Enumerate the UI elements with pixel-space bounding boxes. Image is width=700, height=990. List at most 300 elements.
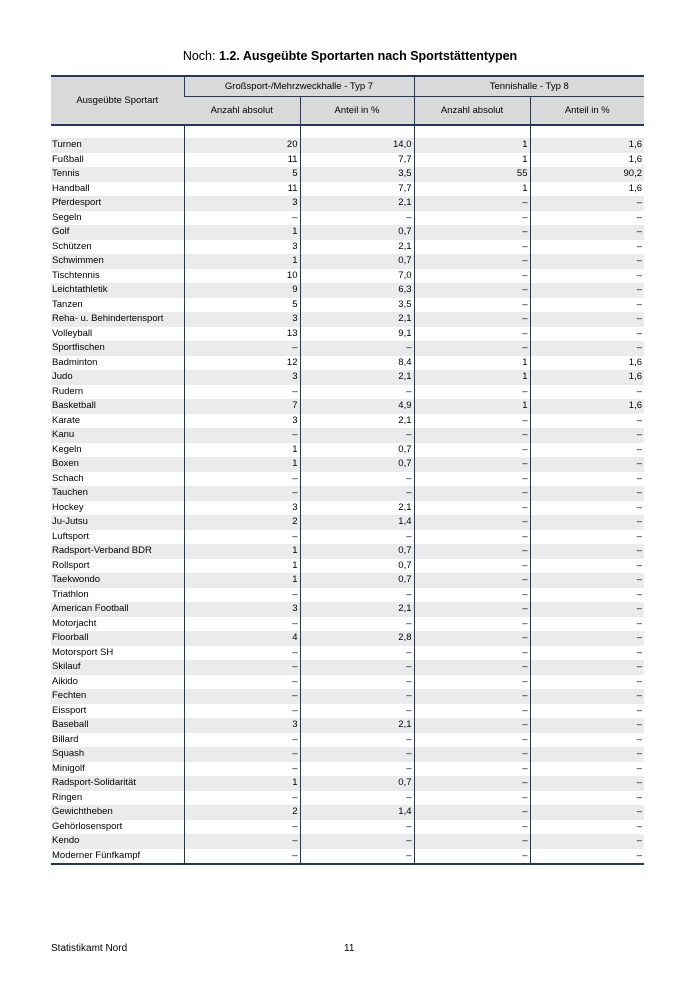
cell-abs-typ8: – (414, 820, 530, 835)
cell-pct-typ8: – (530, 414, 644, 429)
cell-abs-typ7: 1 (184, 225, 300, 240)
cell-abs-typ7: – (184, 617, 300, 632)
cell-abs-typ7: – (184, 660, 300, 675)
cell-abs-typ7: 3 (184, 240, 300, 255)
cell-pct-typ8: – (530, 631, 644, 646)
cell-pct-typ8: – (530, 849, 644, 865)
cell-abs-typ7: 3 (184, 370, 300, 385)
cell-abs-typ8: 1 (414, 370, 530, 385)
cell-pct-typ7: 8,4 (300, 356, 414, 371)
cell-pct-typ7: 14,0 (300, 138, 414, 153)
cell-abs-typ8: 1 (414, 153, 530, 168)
table-row (51, 414, 644, 429)
cell-pct-typ7: 2,1 (300, 312, 414, 327)
cell-pct-typ8: – (530, 312, 644, 327)
cell-pct-typ7: – (300, 341, 414, 356)
table-row (51, 704, 644, 719)
cell-abs-typ8: – (414, 559, 530, 574)
page-number: 11 (344, 943, 355, 954)
cell-pct-typ8: – (530, 660, 644, 675)
table-row (51, 515, 644, 530)
header-pct-typ8: Anteil in % (530, 97, 644, 126)
cell-pct-typ8: – (530, 501, 644, 516)
cell-pct-typ8: – (530, 704, 644, 719)
cell-abs-typ7: 3 (184, 602, 300, 617)
cell-sport: Judo (51, 370, 184, 385)
cell-sport: Schach (52, 472, 84, 484)
cell-pct-typ7: – (300, 486, 414, 501)
cell-abs-typ7: 13 (184, 327, 300, 342)
cell-pct-typ8: – (530, 225, 644, 240)
cell-abs-typ7: 12 (184, 356, 300, 371)
cell-pct-typ7: – (300, 472, 414, 487)
cell-pct-typ8: – (530, 776, 644, 791)
cell-abs-typ8: 1 (414, 399, 530, 414)
cell-pct-typ7: – (300, 675, 414, 690)
cell-pct-typ8: – (530, 834, 644, 849)
cell-pct-typ8: – (530, 791, 644, 806)
cell-sport: Aikido (52, 675, 78, 687)
cell-sport: Motorsport SH (52, 646, 114, 658)
header-group-typ8: Tennishalle - Typ 8 (414, 76, 644, 97)
cell-pct-typ8: 1,6 (530, 356, 644, 371)
cell-sport: Kanu (51, 428, 184, 443)
cell-pct-typ7: 9,1 (300, 327, 414, 342)
table-row (51, 399, 644, 414)
cell-abs-typ7: 3 (184, 312, 300, 327)
table-row (51, 689, 644, 704)
cell-sport: Baseball (51, 718, 184, 733)
cell-abs-typ8: – (414, 515, 530, 530)
cell-abs-typ8: – (414, 660, 530, 675)
cell-sport: Tanzen (52, 298, 83, 310)
cell-abs-typ7: 20 (184, 138, 300, 153)
table-row (51, 646, 644, 661)
table-row (51, 544, 644, 559)
cell-abs-typ7: – (184, 428, 300, 443)
table-row (51, 283, 644, 298)
cell-abs-typ7: – (184, 733, 300, 748)
cell-sport: Triathlon (52, 588, 89, 600)
cell-pct-typ7: – (300, 689, 414, 704)
cell-sport: Volleyball (52, 327, 93, 339)
cell-pct-typ7: 2,1 (300, 196, 414, 211)
header-sport: Ausgeübte Sportart (51, 76, 184, 125)
cell-pct-typ8: – (530, 617, 644, 632)
page-title (0, 49, 700, 63)
cell-pct-typ7: 2,1 (300, 501, 414, 516)
cell-pct-typ7: 0,7 (300, 254, 414, 269)
cell-pct-typ8: – (530, 544, 644, 559)
cell-abs-typ7: – (184, 530, 300, 545)
cell-abs-typ8: – (414, 298, 530, 313)
cell-abs-typ7: – (184, 834, 300, 849)
cell-sport: Rudern (52, 385, 84, 397)
cell-pct-typ8: – (530, 646, 644, 661)
cell-abs-typ8: – (414, 385, 530, 400)
cell-abs-typ8: – (414, 283, 530, 298)
cell-abs-typ7: 1 (184, 776, 300, 791)
cell-sport: Radsport-Solidarität (51, 776, 184, 791)
cell-abs-typ7: – (184, 472, 300, 487)
cell-sport: Handball (52, 182, 90, 194)
cell-abs-typ7: – (184, 211, 300, 226)
cell-pct-typ7: – (300, 762, 414, 777)
title-prefix: Noch: (182, 49, 219, 63)
cell-abs-typ7: 7 (184, 399, 300, 414)
cell-abs-typ8: – (414, 849, 530, 865)
cell-pct-typ7: 0,7 (300, 544, 414, 559)
cell-sport: Golf (51, 225, 184, 240)
cell-pct-typ7: – (300, 660, 414, 675)
table-row (51, 849, 644, 865)
cell-pct-typ8: 1,6 (530, 370, 644, 385)
table-row (51, 298, 644, 313)
cell-abs-typ8: – (414, 544, 530, 559)
cell-sport: Tennis (51, 167, 184, 182)
cell-abs-typ7: – (184, 486, 300, 501)
cell-pct-typ8: – (530, 689, 644, 704)
table-row (51, 805, 644, 820)
cell-pct-typ8: – (530, 298, 644, 313)
header-abs-typ8: Anzahl absolut (414, 97, 530, 126)
cell-sport: Skilauf (51, 660, 184, 675)
table-row (51, 457, 644, 472)
cell-pct-typ8: – (530, 385, 644, 400)
cell-sport: Gewichtheben (51, 805, 184, 820)
cell-pct-typ8: – (530, 675, 644, 690)
cell-pct-typ8: 1,6 (530, 182, 644, 197)
cell-abs-typ8: – (414, 225, 530, 240)
table-row (51, 747, 644, 762)
cell-abs-typ7: 1 (184, 254, 300, 269)
cell-abs-typ8: – (414, 762, 530, 777)
cell-sport: Ju-Jutsu (51, 515, 184, 530)
cell-sport: Segeln (52, 211, 82, 223)
cell-pct-typ8: – (530, 762, 644, 777)
cell-sport: Hockey (52, 501, 84, 513)
table-row (51, 138, 644, 153)
cell-abs-typ8: – (414, 501, 530, 516)
cell-abs-typ8: – (414, 617, 530, 632)
sports-table (51, 75, 644, 865)
cell-sport: Karate (52, 414, 80, 426)
cell-sport: Kendo (51, 834, 184, 849)
cell-abs-typ7: 2 (184, 515, 300, 530)
table-body (51, 125, 644, 864)
cell-abs-typ7: 3 (184, 718, 300, 733)
cell-pct-typ8: – (530, 747, 644, 762)
table-row (51, 820, 644, 835)
table-row (51, 428, 644, 443)
cell-pct-typ7: 7,0 (300, 269, 414, 284)
cell-abs-typ8: – (414, 834, 530, 849)
cell-pct-typ7: 0,7 (300, 573, 414, 588)
cell-abs-typ7: 2 (184, 805, 300, 820)
cell-abs-typ8: – (414, 341, 530, 356)
cell-abs-typ8: – (414, 211, 530, 226)
cell-abs-typ8: 55 (414, 167, 530, 182)
table-row (51, 225, 644, 240)
cell-abs-typ7: – (184, 588, 300, 603)
cell-abs-typ7: 4 (184, 631, 300, 646)
cell-sport: Eissport (52, 704, 87, 716)
cell-abs-typ8: – (414, 457, 530, 472)
cell-abs-typ8: – (414, 254, 530, 269)
cell-sport: Radsport-Verband BDR (51, 544, 184, 559)
table-row (51, 573, 644, 588)
cell-abs-typ8: – (414, 704, 530, 719)
cell-sport: Ringen (52, 791, 83, 803)
cell-abs-typ8: – (414, 573, 530, 588)
cell-pct-typ8: – (530, 254, 644, 269)
cell-pct-typ8: 1,6 (530, 138, 644, 153)
table-row (51, 631, 644, 646)
cell-pct-typ7: – (300, 617, 414, 632)
cell-pct-typ7: 3,5 (300, 298, 414, 313)
cell-abs-typ8: – (414, 646, 530, 661)
table-row (51, 559, 644, 574)
cell-abs-typ7: 9 (184, 283, 300, 298)
cell-abs-typ7: 1 (184, 457, 300, 472)
cell-abs-typ7: – (184, 791, 300, 806)
cell-abs-typ7: – (184, 820, 300, 835)
table-row (51, 834, 644, 849)
cell-sport: Taekwondo (51, 573, 184, 588)
cell-abs-typ7: – (184, 689, 300, 704)
cell-pct-typ8: – (530, 515, 644, 530)
cell-pct-typ7: 2,8 (300, 631, 414, 646)
table-row (51, 762, 644, 777)
cell-abs-typ8: 1 (414, 182, 530, 197)
cell-pct-typ7: 2,1 (300, 602, 414, 617)
cell-abs-typ8: – (414, 776, 530, 791)
cell-pct-typ7: 7,7 (300, 153, 414, 168)
cell-abs-typ8: – (414, 689, 530, 704)
cell-pct-typ7: – (300, 646, 414, 661)
cell-sport: Luftsport (52, 530, 89, 542)
cell-abs-typ8: – (414, 486, 530, 501)
cell-pct-typ7: – (300, 530, 414, 545)
cell-abs-typ7: – (184, 341, 300, 356)
cell-abs-typ7: 3 (184, 196, 300, 211)
cell-sport: Boxen (51, 457, 184, 472)
cell-abs-typ8: – (414, 805, 530, 820)
cell-pct-typ8: – (530, 573, 644, 588)
table-row (51, 312, 644, 327)
cell-sport: Kegeln (52, 443, 82, 455)
cell-pct-typ7: 0,7 (300, 776, 414, 791)
cell-pct-typ8: – (530, 443, 644, 458)
cell-abs-typ7: 5 (184, 167, 300, 182)
table-row (51, 588, 644, 603)
cell-abs-typ7: 3 (184, 501, 300, 516)
cell-pct-typ7: – (300, 849, 414, 865)
cell-abs-typ8: – (414, 747, 530, 762)
cell-abs-typ8: – (414, 675, 530, 690)
table-row (51, 196, 644, 211)
cell-sport: Reha- u. Behindertensport (51, 312, 184, 327)
cell-abs-typ7: 11 (184, 182, 300, 197)
cell-abs-typ8: – (414, 269, 530, 284)
cell-abs-typ8: – (414, 791, 530, 806)
table-row (51, 617, 644, 632)
cell-abs-typ7: 10 (184, 269, 300, 284)
cell-pct-typ8: – (530, 486, 644, 501)
cell-abs-typ8: – (414, 428, 530, 443)
cell-pct-typ8: 90,2 (530, 167, 644, 182)
cell-pct-typ8: – (530, 602, 644, 617)
cell-sport: Squash (51, 747, 184, 762)
cell-abs-typ8: – (414, 443, 530, 458)
cell-sport: Turnen (51, 138, 184, 153)
cell-abs-typ7: – (184, 704, 300, 719)
cell-abs-typ7: 5 (184, 298, 300, 313)
header-abs-typ7: Anzahl absolut (184, 97, 300, 126)
cell-sport: Sportfischen (51, 341, 184, 356)
cell-pct-typ8: – (530, 588, 644, 603)
table-row (51, 486, 644, 501)
cell-pct-typ7: 4,9 (300, 399, 414, 414)
cell-pct-typ7: 2,1 (300, 718, 414, 733)
table-row (51, 660, 644, 675)
cell-pct-typ8: – (530, 327, 644, 342)
cell-abs-typ7: 1 (184, 544, 300, 559)
cell-abs-typ8: – (414, 733, 530, 748)
cell-sport: Basketball (51, 399, 184, 414)
cell-abs-typ8: 1 (414, 356, 530, 371)
cell-pct-typ8: – (530, 559, 644, 574)
table-row (51, 675, 644, 690)
table-row (51, 370, 644, 385)
cell-abs-typ8: – (414, 240, 530, 255)
cell-sport: Moderner Fünfkampf (51, 849, 184, 865)
cell-pct-typ7: – (300, 791, 414, 806)
cell-abs-typ7: – (184, 675, 300, 690)
cell-pct-typ8: – (530, 283, 644, 298)
footer-publisher: Statistikamt Nord (51, 943, 128, 954)
cell-pct-typ7: – (300, 588, 414, 603)
table-row (51, 254, 644, 269)
table-row (51, 269, 644, 284)
cell-sport: Badminton (52, 356, 98, 368)
table-row (51, 791, 644, 806)
table-row (51, 356, 644, 371)
cell-abs-typ8: 1 (414, 138, 530, 153)
cell-pct-typ8: – (530, 196, 644, 211)
table-row (51, 776, 644, 791)
table-row (51, 602, 644, 617)
cell-pct-typ8: – (530, 269, 644, 284)
cell-sport: American Football (51, 602, 184, 617)
cell-sport: Minigolf (52, 762, 85, 774)
cell-abs-typ8: – (414, 530, 530, 545)
cell-pct-typ7: – (300, 820, 414, 835)
cell-pct-typ8: – (530, 341, 644, 356)
table-row (51, 211, 644, 226)
cell-pct-typ7: 3,5 (300, 167, 414, 182)
cell-sport: Leichtathletik (51, 283, 184, 298)
cell-pct-typ7: 0,7 (300, 443, 414, 458)
cell-pct-typ8: – (530, 428, 644, 443)
cell-sport: Billard (52, 733, 79, 745)
table-row (51, 327, 644, 342)
cell-abs-typ7: – (184, 762, 300, 777)
cell-pct-typ7: 6,3 (300, 283, 414, 298)
cell-abs-typ8: – (414, 631, 530, 646)
cell-abs-typ8: – (414, 472, 530, 487)
cell-abs-typ7: 1 (184, 573, 300, 588)
cell-pct-typ7: – (300, 385, 414, 400)
table-row (51, 341, 644, 356)
table-row (51, 733, 644, 748)
cell-pct-typ8: – (530, 472, 644, 487)
cell-abs-typ8: – (414, 414, 530, 429)
cell-abs-typ7: 11 (184, 153, 300, 168)
cell-pct-typ7: 1,4 (300, 515, 414, 530)
cell-sport: Gehörlosensport (52, 820, 123, 832)
cell-sport: Motorjacht (52, 617, 97, 629)
cell-pct-typ8: – (530, 211, 644, 226)
cell-pct-typ8: 1,6 (530, 399, 644, 414)
cell-abs-typ8: – (414, 327, 530, 342)
table-row (51, 718, 644, 733)
cell-abs-typ8: – (414, 718, 530, 733)
header-group-typ7: Großsport-/Mehrzweckhalle - Typ 7 (184, 76, 414, 97)
cell-pct-typ7: 0,7 (300, 457, 414, 472)
cell-abs-typ8: – (414, 602, 530, 617)
cell-sport: Rollsport (52, 559, 90, 571)
cell-abs-typ7: – (184, 385, 300, 400)
header-pct-typ7: Anteil in % (300, 97, 414, 126)
cell-abs-typ7: 1 (184, 443, 300, 458)
cell-pct-typ8: – (530, 457, 644, 472)
cell-pct-typ8: – (530, 733, 644, 748)
cell-pct-typ8: – (530, 718, 644, 733)
table-row (51, 472, 644, 487)
cell-pct-typ7: 0,7 (300, 559, 414, 574)
table-row (51, 385, 644, 400)
cell-pct-typ7: 0,7 (300, 225, 414, 240)
cell-pct-typ7: – (300, 834, 414, 849)
cell-pct-typ8: – (530, 240, 644, 255)
cell-abs-typ7: – (184, 849, 300, 865)
table-row (51, 443, 644, 458)
table-row (51, 240, 644, 255)
cell-pct-typ7: – (300, 211, 414, 226)
cell-pct-typ7: 7,7 (300, 182, 414, 197)
table-row (51, 182, 644, 197)
title-main: 1.2. Ausgeübte Sportarten nach Sportstättentypen (218, 49, 518, 63)
cell-pct-typ7: 2,1 (300, 240, 414, 255)
cell-abs-typ8: – (414, 312, 530, 327)
table-row (51, 167, 644, 182)
cell-pct-typ7: – (300, 704, 414, 719)
cell-pct-typ7: – (300, 733, 414, 748)
cell-pct-typ8: – (530, 805, 644, 820)
cell-pct-typ7: 2,1 (300, 370, 414, 385)
cell-pct-typ7: 1,4 (300, 805, 414, 820)
cell-abs-typ7: 1 (184, 559, 300, 574)
cell-sport: Schwimmen (51, 254, 184, 269)
cell-sport: Tischtennis (52, 269, 100, 281)
cell-pct-typ8: 1,6 (530, 153, 644, 168)
cell-sport: Fußball (52, 153, 84, 165)
cell-pct-typ7: – (300, 428, 414, 443)
table-row (51, 153, 644, 168)
table-row (51, 530, 644, 545)
cell-abs-typ7: – (184, 747, 300, 762)
